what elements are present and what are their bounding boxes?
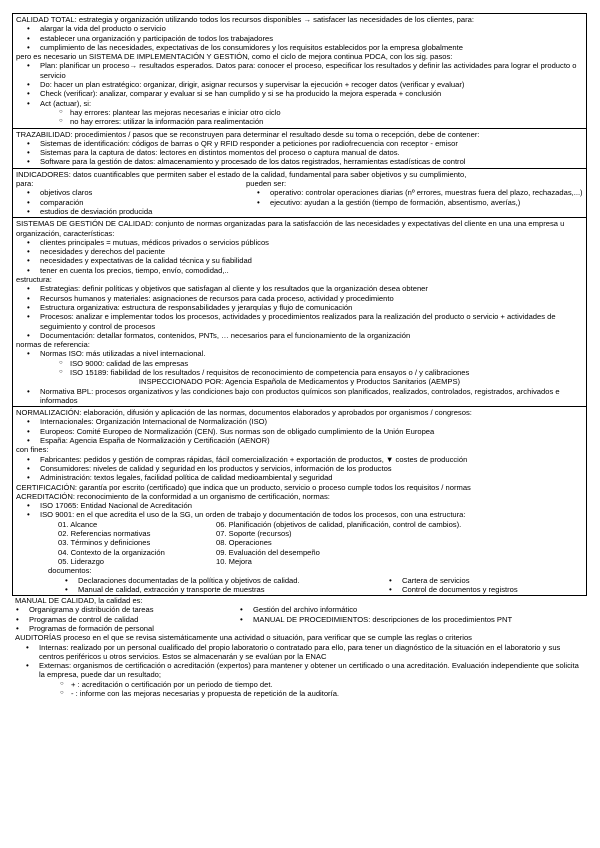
list-item: • Cartera de servicios bbox=[402, 576, 583, 585]
normalizacion-intro: NORMALIZACIÓN: elaboración, difusión y aplicación de las normas, documentos elaborados y aprobados por organismos / congresos: bbox=[16, 408, 472, 418]
structure-item: 07. Soporte (recursos) bbox=[216, 529, 292, 539]
list-item: • Plan: planificar un proceso→ resultados esperados. Datos para: conocer el proceso, especificar los resultados y definir las actividades para lograr el producto o servicio bbox=[40, 61, 583, 80]
structure-item: 02. Referencias normativas bbox=[58, 529, 151, 539]
list-item: • Internas: realizado por un personal cualificado del propio laboratorio o contratado para ello, para tener un diagnóstico de la situación en el laboratorio y sus centros periféricos u otros servicios. Estos se almacenarán y se evalúan por la ENAC bbox=[39, 643, 584, 662]
trazabilidad-intro: TRAZABILIDAD: procedimientos / pasos que se reconstruyen para determinar el resultado desde su toma o recepción, debe de contener: bbox=[16, 129, 480, 139]
list-item: • operativo: controlar operaciones diarias (nº errores, muestras fuera del plazo, rechazadas,...) bbox=[270, 188, 583, 197]
pdca-text: pero es necesario un SISTEMA DE IMPLEMENTACIÓN Y GESTIÓN, como el ciclo de mejora continua PDCA, con los sig. pasos: bbox=[16, 52, 453, 62]
list-item: • Programas de formación de personal bbox=[29, 624, 229, 633]
auditorias-intro: AUDITORÍAS proceso en el que se revisa sistemáticamente una actividad o situación, para verificar que se cumple las reglas o criterios bbox=[15, 633, 472, 643]
list-item: • Estructura organizativa: estructura de responsabilidades y jerarquías y flujo de comunicación bbox=[40, 303, 583, 312]
list-item: • Check (verificar): analizar, comparar y evaluar si se han cumplido y si se ha producido la mejora esperada + conclusión bbox=[40, 89, 583, 98]
list-item: ○ no hay errores: utilizar la información para realimentación bbox=[70, 117, 583, 126]
list-item: • tener en cuenta los precios, tiempo, envío, comodidad,.. bbox=[40, 266, 583, 275]
list-item: • necesidades y derechos del paciente bbox=[40, 247, 583, 256]
list-item: • Normas ISO: más utilizadas a nivel internacional. bbox=[40, 349, 583, 358]
list-item: ○ hay errores: plantear las mejoras necesarias e iniciar otro ciclo bbox=[70, 108, 583, 117]
section-indicadores bbox=[12, 169, 587, 218]
list-item: • establecer una organización y participación de todos los trabajadores bbox=[40, 34, 583, 43]
list-item: • Act (actuar), si: bbox=[40, 99, 583, 108]
list-item: • estudios de desviación producida bbox=[40, 207, 246, 216]
structure-item: 01. Alcance bbox=[58, 519, 98, 529]
list-item: • Sistemas de identificación: códigos de barras o QR y RFID responder a peticiones por radiofrecuencia con receptor - emisor bbox=[40, 139, 583, 148]
list-item: • Externas: organismos de certificación o acreditación (expertos) para mantener y obtener un certificado o una acreditación. Evaluación independiente que solicita la empresa, puede dar un resultado; bbox=[39, 661, 584, 680]
estructura-label: estructura: bbox=[16, 275, 52, 285]
list-item: • Procesos: analizar e implementar todos los procesos, actividades y procedimientos realizados para la realización del producto o servicio + actividades de seguimiento y control de procesos bbox=[40, 312, 583, 331]
document-page bbox=[12, 13, 587, 698]
list-item: • ISO 9001: en el que acredita el uso de la SG, un orden de trabajo y documentación de todos los procesos, con una estructura: bbox=[40, 510, 583, 519]
list-item: • Documentación: detallar formatos, contenidos, PNTs, … necesarios para el funcionamiento de la organización bbox=[40, 331, 583, 340]
structure-item: 04. Contexto de la organización bbox=[58, 547, 165, 557]
list-item: • Europeos: Comité Europeo de Normalización (CEN). Sus normas son de obligado cumplimiento de la Unión Europea bbox=[40, 427, 583, 436]
section-trazabilidad bbox=[12, 129, 587, 169]
list-item: • Normativa BPL: procesos organizativos y las condiciones bajo con productos químicos son planificados, realizados, controlados, registrados, archivados e informados bbox=[40, 387, 583, 406]
section-manual bbox=[12, 596, 587, 633]
inspeccionado-text: INSPECCIONADO POR: Agencia Española de Medicamentos y Productos Sanitarios (AEMPS) bbox=[138, 377, 461, 387]
section-normalizacion bbox=[12, 407, 587, 596]
certificacion-text: CERTIFICACIÓN: garantía por escrito (certificado) que indica que un producto, servicio o proceso cumple todos los requisitos / normas bbox=[16, 482, 471, 492]
list-item: • Do: hacer un plan estratégico: organizar, dirigir, asignar recursos y supervisar la ejecución + recoger datos (verificar y evaluar) bbox=[40, 80, 583, 89]
para-label: para: bbox=[16, 179, 34, 189]
list-item: • ejecutivo: ayudan a la gestión (tiempo de formación, absentismo, averías,) bbox=[270, 198, 583, 207]
sgc-intro: SISTEMAS DE GESTIÓN DE CALIDAD: conjunto de normas organizadas para la satisfacción de las necesidades y expectativas del cliente en una una empresa u organización, características: bbox=[16, 219, 565, 238]
list-item: • Software para la gestión de datos: almacenamiento y procesado de los datos registrados, herramientas estadísticas de control bbox=[40, 157, 583, 166]
list-item: • Programas de control de calidad bbox=[29, 615, 229, 624]
list-item: • objetivos claros bbox=[40, 188, 246, 197]
list-item: ○ + : acreditación o certificación por un periodo de tiempo det. bbox=[71, 680, 584, 689]
list-item: • España: Agencia España de Normalización y Certificación (AENOR) bbox=[40, 436, 583, 445]
list-item: • Control de documentos y registros bbox=[402, 585, 583, 594]
list-item: • cumplimiento de las necesidades, expectativas de los consumidores y los requisitos establecidos por la empresa globalmente bbox=[40, 43, 583, 52]
structure-item: 03. Términos y definiciones bbox=[58, 538, 151, 548]
list-item: • Recursos humanos y materiales: asignaciones de recursos para cada proceso, actividad y procedimiento bbox=[40, 294, 583, 303]
list-item: • Administración: textos legales, facilidad política de calidad medioambiental y seguridad bbox=[40, 473, 583, 482]
list-item: ○ ISO 15189: fiabilidad de los resultados / requisitos de reconocimiento de competencia para ensayos o / y calibraciones bbox=[70, 368, 583, 377]
list-item: • Declaraciones documentadas de la política y objetivos de calidad. bbox=[78, 576, 378, 585]
list-item: • Estrategias: definir políticas y objetivos que satisfagan al cliente y los resultados que la organización desea obtener bbox=[40, 284, 583, 293]
calidad-total-intro: CALIDAD TOTAL: estrategia y organización utilizando todos los recursos disponibles → satisfacer las necesidades de los clientes, para: bbox=[16, 15, 474, 24]
list-item: ○ ISO 9000: calidad de las empresas bbox=[70, 359, 583, 368]
manual-intro: MANUAL DE CALIDAD, la calidad es: bbox=[15, 596, 143, 606]
list-item: • comparación bbox=[40, 198, 246, 207]
list-item: • Manual de calidad, extracción y transporte de muestras bbox=[78, 585, 378, 594]
structure-item: 08. Operaciones bbox=[216, 538, 272, 548]
iso9001-structure bbox=[16, 520, 583, 566]
list-item: ○ - : informe con las mejoras necesarias y propuesta de repetición de la auditoría. bbox=[71, 689, 584, 698]
structure-item: 10. Mejora bbox=[216, 556, 252, 566]
list-item: • Gestión del archivo informático bbox=[253, 605, 584, 614]
fines-label: con fines: bbox=[16, 445, 49, 455]
list-item: • Sistemas para la captura de datos: lectores en distintos momentos del proceso o captura manual de datos. bbox=[40, 148, 583, 157]
section-calidad-total bbox=[12, 13, 587, 129]
pueden-label: pueden ser: bbox=[246, 179, 287, 189]
list-item: • MANUAL DE PROCEDIMIENTOS: descripciones de los procedimientos PNT bbox=[253, 615, 584, 624]
documentos-label: documentos: bbox=[48, 566, 92, 576]
list-item: • clientes principales = mutuas, médicos privados o servicios públicos bbox=[40, 238, 583, 247]
normas-label: normas de referencia: bbox=[16, 340, 90, 350]
list-item: • necesidades y expectativas de la calidad técnica y su fiabilidad bbox=[40, 256, 583, 265]
structure-item: 05. Liderazgo bbox=[58, 556, 105, 566]
list-item: • Organigrama y distribución de tareas bbox=[29, 605, 229, 614]
list-item: • Consumidores: niveles de calidad y seguridad en los productos y servicios, información de los productos bbox=[40, 464, 583, 473]
section-sgc bbox=[12, 218, 587, 407]
list-item: • Internacionales: Organización Internacional de Normalización (ISO) bbox=[40, 417, 583, 426]
indicadores-intro: INDICADORES: datos cuantificables que permiten saber el estado de la calidad, fundamental para saber objetivos y su cumplimiento, bbox=[16, 169, 467, 179]
section-auditorias bbox=[12, 633, 587, 698]
list-item: • alargar la vida del producto o servicio bbox=[40, 24, 583, 33]
structure-item: 06. Planificación (objetivos de calidad, planificación, control de cambios). bbox=[216, 519, 462, 529]
acreditacion-text: ACREDITACIÓN: reconocimiento de la conformidad a un organismo de certificación, normas: bbox=[16, 491, 330, 501]
structure-item: 09. Evaluación del desempeño bbox=[216, 547, 320, 557]
list-item: • ISO 17065: Entidad Nacional de Acreditación bbox=[40, 501, 583, 510]
list-item: • Fabricantes: pedidos y gestión de compras rápidas, fácil comercialización + exportación de productos, ▼ costes de producción bbox=[40, 455, 583, 464]
